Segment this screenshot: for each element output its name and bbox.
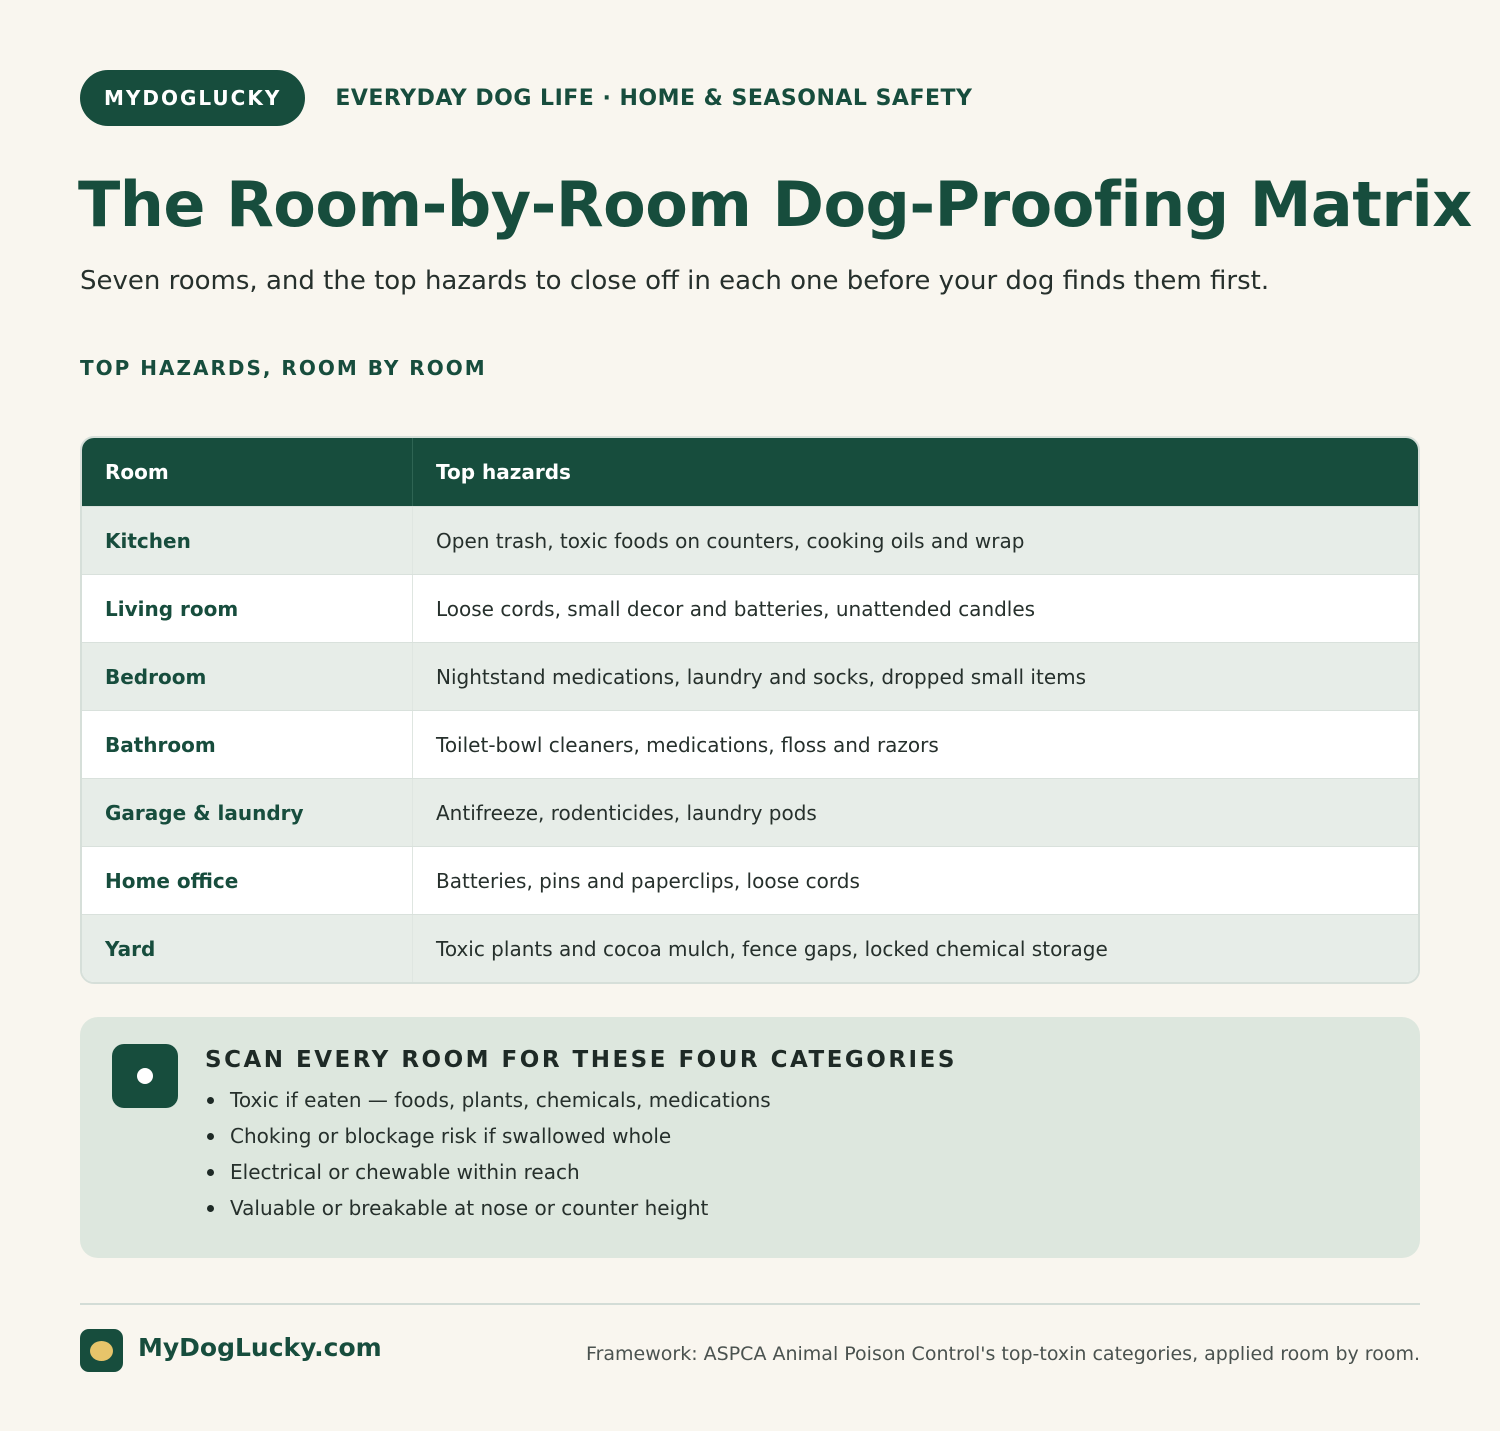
mydoglucky-logo-icon [80,1329,123,1372]
section-label: TOP HAZARDS, ROOM BY ROOM [80,356,487,380]
column-header-hazards: Top hazards [436,460,571,484]
table-row [82,642,1418,710]
category-kicker: EVERYDAY DOG LIFE · HOME & SEASONAL SAFETY [335,85,973,111]
hazards-cell: Nightstand medications, laundry and socks, dropped small items [436,664,1087,689]
table-row [82,914,1418,982]
hazards-cell: Toxic plants and cocoa mulch, fence gaps, locked chemical storage [436,936,1108,961]
hazards-cell: Loose cords, small decor and batteries, unattended candles [436,596,1036,621]
footer-site-link[interactable]: MyDogLucky.com [138,1333,382,1362]
dot-badge-icon [112,1044,178,1108]
room-cell: Living room [82,575,413,642]
table-row [82,778,1418,846]
room-cell: Yard [82,915,413,982]
room-cell: Home office [82,847,413,914]
brand-badge[interactable]: MYDOGLUCKY [80,70,305,126]
table-body [82,506,1418,982]
hazards-cell: Antifreeze, rodenticides, laundry pods [436,800,817,825]
list-item: Toxic if eaten — foods, plants, chemicals, medications [205,1087,771,1123]
page-title: The Room-by-Room Dog-Proofing Matrix [78,168,1472,241]
table-header [82,438,1418,506]
list-item: Electrical or chewable within reach [205,1159,771,1195]
table-row [82,506,1418,574]
list-item: Choking or blockage risk if swallowed whole [205,1123,771,1159]
room-cell: Kitchen [82,507,413,574]
table-row [82,574,1418,642]
category-list [205,1087,771,1231]
table-row [82,710,1418,778]
categories-callout [80,1017,1420,1258]
hazards-cell: Open trash, toxic foods on counters, cooking oils and wrap [436,528,1025,553]
hazards-cell: Toilet-bowl cleaners, medications, floss and razors [436,732,939,757]
header [80,70,972,126]
column-header-room: Room [82,438,413,506]
hazards-cell: Batteries, pins and paperclips, loose cords [436,868,860,893]
footer-divider [80,1303,1420,1305]
room-cell: Bathroom [82,711,413,778]
hazard-table [80,436,1420,984]
page-subtitle: Seven rooms, and the top hazards to close off in each one before your dog finds them first. [80,266,1270,296]
room-cell: Garage & laundry [82,779,413,846]
footer-note: Framework: ASPCA Animal Poison Control's top-toxin categories, applied room by room. [586,1343,1420,1365]
callout-title: SCAN EVERY ROOM FOR THESE FOUR CATEGORIES [205,1047,957,1073]
room-cell: Bedroom [82,643,413,710]
list-item: Valuable or breakable at nose or counter height [205,1195,771,1231]
table-row [82,846,1418,914]
